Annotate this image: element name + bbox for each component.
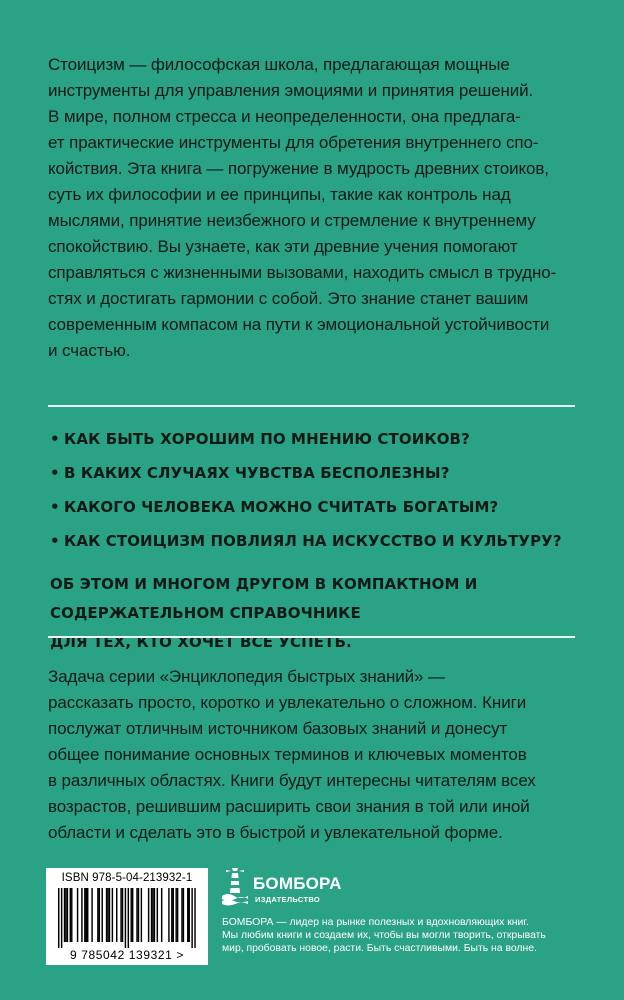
bullet: • (50, 498, 60, 516)
publisher-about-line: мир, пробовать новое, расти. Быть счастливыми. Быть на волне. (222, 943, 537, 954)
intro-line: стях и достигать гармонии с собой. Это знание станет вашим (48, 289, 529, 308)
barcode-bar (151, 888, 152, 942)
divider-bottom (48, 636, 575, 638)
barcode-bar (138, 888, 139, 942)
question-item (50, 492, 580, 526)
barcode-bar (131, 888, 132, 942)
barcode-bar (71, 888, 72, 942)
barcode-bar (67, 888, 68, 942)
barcode-bar (141, 888, 142, 942)
barcode-bar (191, 888, 192, 948)
barcode-bars (54, 888, 200, 948)
series-line: рассказать просто, коротко и увлекательно о сложном. Книги (48, 693, 527, 712)
series-line: общее понимание основных терминов и ключевых моментов (48, 745, 527, 764)
barcode-bar (87, 888, 88, 942)
barcode-bar (109, 888, 110, 942)
bullet: • (50, 464, 60, 482)
intro-line: и счастью. (48, 341, 131, 360)
barcode-bar (61, 888, 62, 948)
barcode (46, 868, 208, 965)
barcode-bar (84, 888, 85, 942)
barcode-bar (187, 888, 188, 942)
intro-text (48, 52, 578, 364)
barcode-bar (107, 888, 108, 942)
questions-list (50, 424, 580, 560)
series-line: Задача серии «Энциклопедия быстрых знаний» — (48, 667, 445, 686)
isbn-number: ISBN 978-5-04-213932-1 (61, 872, 193, 884)
barcode-bar (116, 888, 117, 942)
question-text: В КАКИХ СЛУЧАЯХ ЧУВСТВА БЕСПОЛЕЗНЫ? (64, 464, 450, 482)
series-line: послужат отличным источником базовых знаний и донесут (48, 719, 508, 738)
barcode-bar (181, 888, 182, 942)
intro-line: спокойствию. Вы узнаете, как эти древние учения помогают (48, 237, 518, 256)
barcode-bar (106, 888, 107, 942)
intro-line: суть их философии и ее принципы, такие как контроль над (48, 185, 511, 204)
bullet: • (50, 532, 60, 550)
question-text: КАКОГО ЧЕЛОВЕКА МОЖНО СЧИТАТЬ БОГАТЫМ? (64, 498, 499, 516)
barcode-bar (154, 888, 155, 942)
barcode-bar (183, 888, 184, 942)
intro-line: мыслями, принятие неизбежного и стремление к внутреннему (48, 211, 536, 230)
barcode-bar (91, 888, 92, 942)
barcode-bar (152, 888, 153, 942)
barcode-bar (112, 888, 113, 942)
series-line: области и сделать это в быстрой и увлекательной форме. (48, 823, 503, 842)
series-line: в различных областях. Книги будут интересны читателям всех (48, 771, 536, 790)
divider-top (48, 405, 575, 407)
intro-line: современным компасом на пути к эмоциональной устойчивости (48, 315, 550, 334)
barcode-bar (122, 888, 123, 942)
barcode-bar (64, 888, 65, 942)
intro-line: Стоицизм — философская школа, предлагающая мощные (48, 55, 510, 74)
question-text: КАК СТОИЦИЗМ ПОВЛИЯЛ НА ИСКУССТВО И КУЛЬТУРУ? (64, 532, 562, 550)
question-text: КАК БЫТЬ ХОРОШИМ ПО МНЕНИЮ СТОИКОВ? (64, 430, 470, 448)
barcode-bar (194, 888, 195, 948)
barcode-bar (99, 888, 100, 942)
barcode-bar (102, 888, 103, 942)
intro-line: инструменты для управления эмоциями и принятия решений. (48, 81, 534, 100)
intro-line: ет практические инструменты для обретения внутреннего спо- (48, 133, 539, 152)
barcode-bar (128, 888, 129, 948)
barcode-bar (132, 888, 133, 942)
barcode-bar (175, 888, 176, 942)
publisher-logo-name: БОМБОРА (253, 874, 342, 893)
barcode-bar (77, 888, 78, 942)
barcode-bar (65, 888, 66, 942)
series-line: возрастов, решившим расширить свои знания в той или иной (48, 797, 530, 816)
barcode-bar (120, 888, 121, 942)
barcode-bar (161, 888, 162, 942)
publisher-logo-subtitle: ИЗДАТЕЛЬСТВО (255, 895, 320, 904)
barcode-bar (173, 888, 174, 942)
barcode-bar (177, 888, 178, 942)
publisher-about-line: БОМБОРА — лидер на рынке полезных и вдохновляющих книг. (222, 917, 529, 928)
bullet: • (50, 430, 60, 448)
intro-line: В мире, полном стресса и неопределенности, она предлага- (48, 107, 521, 126)
barcode-bar (148, 888, 149, 942)
summary-text (50, 570, 585, 657)
summary-line: ДЛЯ ТЕХ, КТО ХОЧЕТ ВСЕ УСПЕТЬ. (50, 633, 352, 651)
ean-number: 9 785042 139321 > (70, 948, 184, 962)
publisher-about (222, 916, 582, 955)
barcode-bar (70, 888, 71, 942)
barcode-bar (171, 888, 172, 942)
series-text (48, 664, 578, 846)
intro-line: койствия. Эта книга — погружение в мудрость древних стоиков, (48, 159, 549, 178)
lighthouse-icon (220, 866, 250, 906)
publisher-about-line: Мы любим книги и создаем их, чтобы вы могли творить, открывать (222, 930, 546, 941)
summary-line: ОБ ЭТОМ И МНОГОМ ДРУГОМ В КОМПАКТНОМ И СОДЕРЖАТЕЛЬНОМ СПРАВОЧНИКЕ (50, 575, 478, 622)
barcode-bar (58, 888, 59, 948)
question-item (50, 526, 580, 560)
barcode-bar (168, 888, 169, 942)
question-item (50, 424, 580, 458)
barcode-bar (125, 888, 126, 948)
barcode-bar (136, 888, 137, 942)
intro-line: справляться с жизненными вызовами, находить смысл в трудно- (48, 263, 557, 282)
barcode-bar (97, 888, 98, 942)
barcode-bar (157, 888, 158, 942)
barcode-bar (189, 888, 190, 942)
barcode-bar (86, 888, 87, 942)
barcode-bar (81, 888, 82, 942)
question-item (50, 458, 580, 492)
